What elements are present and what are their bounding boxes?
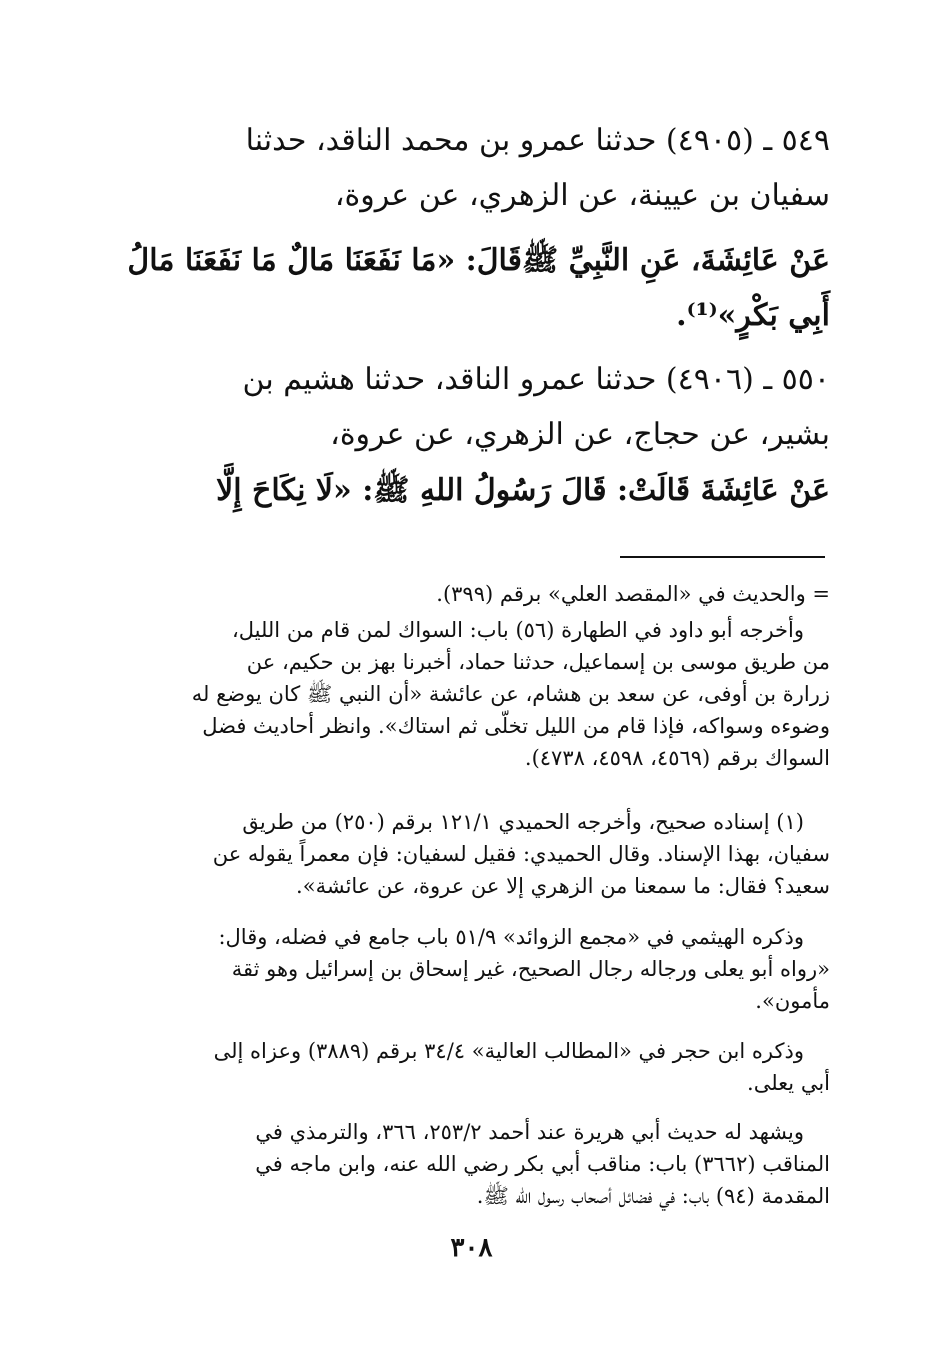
hadith-549-chain-line-1: ٥٤٩ ـ (٤٩٠٥) حدثنا عمرو بن محمد الناقد، حدثنا	[245, 123, 830, 158]
footnote-line: المناقب (٣٦٦٢) باب: مناقب أبي بكر رضي الله عنه، وابن ماجه في	[255, 1152, 830, 1176]
footnote-line: «رواه أبو يعلى ورجاله رجال الصحيح، غير إسحاق بن إسرائيل وهو ثقة	[231, 957, 830, 981]
footnote-line: سعيد؟ فقال: ما سمعنا من الزهري إلا عن عروة، عن عائشة».	[296, 874, 830, 898]
footnote-line: وذكره الهيثمي في «مجمع الزوائد» ٥١/٩ باب جامع في فضله، وقال:	[218, 925, 804, 949]
footnote-line: زرارة بن أوفى، عن سعد بن هشام، عن عائشة «أن النبي ﷺ كان يوضع له	[191, 682, 830, 706]
footnote-line: مأمون».	[755, 989, 830, 1013]
hadith-549-chain-line-2: سفيان بن عيينة، عن الزهري، عن عروة،	[334, 178, 830, 213]
footnote-line: وضوءه وسواكه، فإذا قام من الليل تخلّى ثم استاك». وانظر أحاديث فضل	[202, 714, 830, 738]
footnote-line: المقدمة (٩٤) باب: في فضائل أصحاب رسول الله ﷺ.	[476, 1184, 830, 1208]
hadith-550-chain	[130, 352, 830, 462]
hadith-549-text-line-2: أَبِي بَكْرٍ»⁽¹⁾.	[676, 298, 830, 333]
footnote-line: السواك برقم (٤٥٦٩، ٤٥٩٨، ٤٧٣٨).	[524, 746, 830, 770]
footnote-line: سفيان، بهذا الإسناد. وقال الحميدي: فقيل لسفيان: فإن معمراً يقوله عن	[212, 842, 830, 866]
footnote-continuation	[130, 578, 830, 610]
footnote-line: (١) إسناده صحيح، وأخرجه الحميدي ١٢١/١ برقم (٢٥٠) من طريق	[242, 810, 804, 834]
hadith-550-chain-line-2: بشير، عن حجاج، عن الزهري، عن عروة،	[330, 417, 830, 452]
footnote-abu-dawud	[130, 614, 830, 774]
footnote-line: أبي يعلى.	[747, 1071, 830, 1095]
hadith-549-chain	[130, 113, 830, 223]
footnote-divider	[620, 556, 825, 558]
footnote-line: ويشهد له حديث أبي هريرة عند أحمد ٢٥٣/٢، ٣٦٦، والترمذي في	[255, 1120, 804, 1144]
hadith-550-text-line-1: عَنْ عَائِشَةَ قَالَتْ: قَالَ رَسُولُ اللهِ ﷺ: «لَا نِكَاحَ إِلَّا	[216, 473, 830, 508]
hadith-549-text	[127, 233, 830, 343]
footnote-1	[130, 806, 830, 902]
footnote-ibn-hajar	[130, 1035, 830, 1099]
page-number: ٣٠٨	[450, 1233, 493, 1263]
hadith-549-text-line-1: عَنْ عَائِشَةَ، عَنِ النَّبِيِّ ﷺقَالَ: «مَا نَفَعَنَا مَالٌ مَا نَفَعَنَا مَالُ	[127, 243, 830, 278]
footnote-line: وأخرجه أبو داود في الطهارة (٥٦) باب: السواك لمن قام من الليل،	[231, 618, 804, 642]
footnote-shawahid	[130, 1116, 830, 1212]
hadith-550-chain-line-1: ٥٥٠ ـ (٤٩٠٦) حدثنا عمرو الناقد، حدثنا هشيم بن	[242, 362, 830, 397]
footnote-line: = والحديث في «المقصد العلي» برقم (٣٩٩).	[436, 582, 830, 606]
footnote-line: وذكره ابن حجر في «المطالب العالية» ٣٤/٤ برقم (٣٨٨٩) وعزاه إلى	[213, 1039, 804, 1063]
hadith-550-text	[130, 463, 830, 518]
footnote-line: من طريق موسى بن إسماعيل، حدثنا حماد، أخبرنا بهز بن حكيم، عن	[246, 650, 830, 674]
footnote-haythami	[130, 921, 830, 1017]
